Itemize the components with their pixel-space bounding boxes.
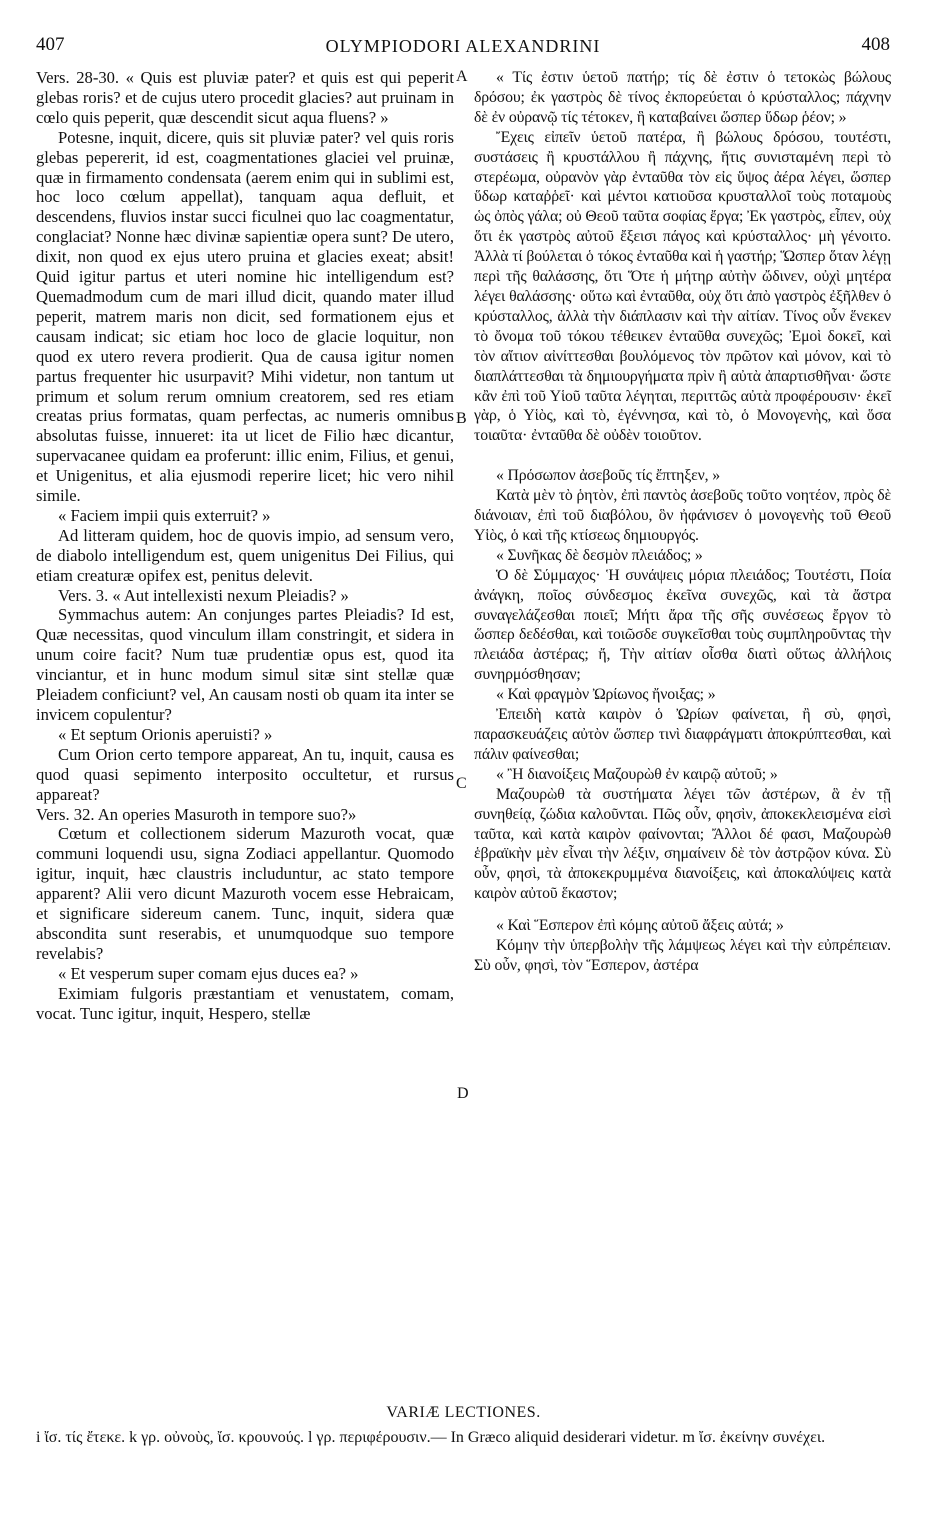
- greek-commentary-4: Ἐπειδὴ κατὰ καιρὸν ὁ Ὠρίων φαίνεται, ἢ σὺ, φησὶ, παρασκευάζεις αὐτὸν ὥσπερ τινὶ διαφράγματι ἀποκρύπτεσθαι, καὶ πάλιν φαίνεσθαι;: [474, 706, 891, 763]
- greek-commentary-5: Μαζουρὼθ τὰ συστήματα λέγει τῶν ἀστέρων, ἃ ἐν τῇ συνηθείᾳ, ζώδια καλοῦνται. Πῶς οὖν, φησὶν, ἀποκεκλεισμένα εἰσὶ ταῦτα, καὶ κατὰ καιρὸν φαίνονται; Ἄλλοι δέ φασι, Μαζουρὼθ ἑβραϊκὴν μὲν εἶναι τὴν λέξιν, σημαίνειν δὲ τὸν ἀστρῷον κύνα. Σὺ οὖν, φησὶ, τὰ ἀποκεκρυμμένα διανοίξεις, καὶ ἀποκαλύψεις κατὰ καιρὸν αὐτοῦ ἕκαστον;: [474, 785, 891, 903]
- latin-commentary-2: Ad litteram quidem, hoc de quovis impio, ad sensum vero, de diabolo intelligendum est, quem unigenitus Dei Filius, qui etiam creaturæ opifex est, penitus delevit.: [36, 525, 454, 585]
- page-number-right: 408: [861, 34, 890, 55]
- latin-lemma-orion: « Et septum Orionis aperuisti? »: [58, 724, 273, 744]
- greek-lemma-hesperon: « Καὶ Ἕσπερον ἐπὶ κόμης αὐτοῦ ἄξεις αὐτά; »: [496, 917, 784, 935]
- latin-commentary-1: Potesne, inquit, dicere, quis sit pluviæ pater? vel quis roris glebas pepererit, id est, coagmentationes glaciei vel pruinæ, quæ in firmamento condensata (aerem enim qui in sublimi est, hoc loco cœlum appellat), tanquam aqua defluit, et descendens, fluvios instar succi ficulnei quo lac coagmentatur, conglaciat? Nonne hæc divinæ sapientiæ opera sunt? De utero, dixit, non quod ex ejus utero pruina et glacies exeat; absit! Quid igitur partus et uteri nomine hic intelligendum est? Quemadmodum cum de mari illud dicit, quando mater illud peperit, matrem maris non dicit, sed formationem ejus et causam indicat; sic etiam hoc loco de glacie loquitur, non quod ex utero revera prodierit. Qua de causa igitur nomen partus frequenter hic usurpavit? Mihi videtur, non tantum ut primum et solum rerum omnium creatorem, sed res etiam creatas prius formatas, quam perfectas, ac numeris omnibus absolutas fuisse, innueret: ita ut licet de Filio hæc dicantur, supervacanee quidam ea proferunt: illic enim, Filius, et genui, et Unigenitus, et alia ejusmodi reperire licet; hic vero nihil simile.: [36, 127, 454, 506]
- running-header: [36, 34, 890, 60]
- margin-letter-d: D: [457, 1085, 469, 1102]
- latin-lemma-faciem: « Faciem impii quis exterruit? »: [58, 505, 271, 525]
- latin-commentary-3: Symmachus autem: An conjunges partes Pleiadis? Id est, Quæ necessitas, quod vinculum illam constringit, et sidera in unum coire facit? Num tuæ prudentiæ opus est, quod ita vinciantur, et in hunc modum simul sitæ sint stellæ quæ Pleiadem conficiunt? vel, An causam nosti ob quam ita inter se invicem copulentur?: [36, 605, 454, 724]
- latin-verse-32: Vers. 32. An operies Masuroth in tempore suo?»: [36, 804, 357, 824]
- page-title: OLYMPIODORI ALEXANDRINI: [325, 36, 601, 56]
- greek-verse-28-30: « Τίς ἐστιν ὑετοῦ πατήρ; τίς δὲ ἐστιν ὁ τετοκὼς βώλους δρόσου; ἐκ γαστρὸς δὲ τίνος ἐκπορεύεται ὁ κρύσταλλος; πάχνην δὲ ἐν οὐρανῷ τίς τέτοκεν, ἣ καταβαίνει ὥσπερ ὕδωρ ῥέον; »: [474, 69, 891, 126]
- greek-commentary-3: Ὁ δὲ Σύμμαχος· Ἡ συνάψεις μόρια πλειάδος; Τουτέστι, Ποία ἀνάγκη, ποῖος σύνδεσμος ἐκεῖνα συνεχῶς, καὶ τὰ ἄστρα συναγελάζεσθαι ποιεῖ; Μήτι ἄρα τῆς σῆς συνέσεως ἔργον τὸ ὥσπερ δεδέσθαι, καὶ τοιῶσδε συγκεῖσθαι τοὺς συμπληροῦντας τὴν πλειάδα ἀστέρας; ἤ, Τὴν αἰτίαν οἶσθα διατὶ οὕτως ἀλλήλοις συνηρμόσθησαν;: [474, 566, 891, 684]
- variae-lectiones-notes: i ἴσ. τίς ἔτεκε. k γρ. οὐνοὺς, ἴσ. κρουνούς. l γρ. περιφέρουσιν.— In Græco aliquid desiderari videtur. m ἴσ. ἐκείνην συνέχει.: [36, 1429, 826, 1446]
- margin-letter-a: A: [456, 68, 468, 85]
- latin-commentary-6: Eximiam fulgoris præstantiam et venustatem, comam, vocat. Tunc igitur, inquit, Hespero, stellæ: [36, 983, 454, 1023]
- latin-verse-3: Vers. 3. « Aut intellexisti nexum Pleiadis? »: [58, 585, 349, 605]
- greek-lemma-mazouroth: « Ἢ διανοίξεις Μαζουρὼθ ἐν καιρῷ αὐτοῦ; »: [496, 765, 778, 783]
- latin-commentary-4: Cum Orion certo tempore appareat, An tu, inquit, causa es quod quasi sepimento interposito occultetur, et rursus appareat?: [36, 744, 454, 804]
- greek-lemma-pleiados: « Συνῆκας δὲ δεσμὸν πλειάδος; »: [496, 546, 703, 564]
- greek-commentary-6: Κόμην τὴν ὑπερβολὴν τῆς λάμψεως λέγει καὶ τὴν εὐπρέπειαν. Σὺ οὖν, φησὶ, τὸν Ἕσπερον, ἀστέρα: [474, 937, 891, 974]
- greek-commentary-2: Κατὰ μὲν τὸ ῥητὸν, ἐπὶ παντὸς ἀσεβοῦς τοῦτο νοητέον, πρὸς δὲ διάνοιαν, ἐπὶ τοῦ διαβόλου, ὃν ἠφάνισεν ὁ μονογενὴς τοῦ Θεοῦ Υἱὸς, ὁ καὶ τῆς κτίσεως δημιουργός.: [474, 487, 891, 544]
- latin-verse-28-30: Vers. 28-30. « Quis est pluviæ pater? et quis est qui peperit glebas roris? et de cujus utero procedit glacies? aut pruinam in cœlo quis peperit, quæ descendit sicut aqua fluens? »: [36, 68, 454, 127]
- margin-letter-b: B: [456, 410, 467, 427]
- greek-commentary-1: Ἔχεις εἰπεῖν ὑετοῦ πατέρα, ἢ βώλους δρόσου, τουτέστι, συστάσεις ἢ κρυστάλλου ἢ πάχνης, ἥτις συνισταμένη περὶ τὸ στερέωμα, οὐρανὸν γὰρ ἐνταῦθα τὸν εἰς ὕψος ἀέρα λέγει, ὥσπερ ὕδωρ καταῤῥεῖ· καὶ μέντοι κατιοῦσα κρυσταλλοῖ τοὺς ποταμοὺς ὡς ὀπὸς γάλα; οὐ Θεοῦ ταῦτα σοφίας ἔργα; Ἐκ γαστρὸς, εἶπεν, οὐχ ὅτι ἐκ γαστρὸς αὐτοῦ ἔξεισι πάγος καὶ κρύσταλλος· μὴ γένοιτο. Ἀλλὰ τί βούλεται ὁ τόκος ἐνταῦθα καὶ ἡ γαστήρ; Ὥσπερ ὅταν λέγῃ περὶ τῆς θαλάσσης, ὅτι Ὅτε ἡ μήτηρ αὐτὴν ὤδινεν, οὐχὶ μητέρα λέγει θαλάσσης· οὕτω καὶ ἐνταῦθα, οὐχ ὅτι ἀπὸ γαστρὸς ἐξῆλθεν ὁ κρύσταλλος, ἀλλὰ τὴν διάπλασιν καὶ τὴν αἰτίαν. Τίνος οὖν ἕνεκεν τὸ ὄνομα τοῦ τόκου τέθεικεν ἐνταῦθα συνεχῶς; Ἐμοὶ δοκεῖ, καὶ τὸν αἴτιον αἰνίττεσθαι βουλόμενος τὸν πρῶτον καὶ μόνον, καὶ τὸ διαπλάττεσθαι τὰ δημιουργήματα πρὶν ἢ αὐτὰ ἀπαρτισθῆναι· ὥστε κἂν ἐπὶ τοῦ Υἱοῦ ταῦτα λέγηται, περιττῶς αὐτὰ προφέρουσιν· ἐκεῖ γὰρ, ὁ Υἱὸς, καὶ τὸ, ἐγέννησα, καὶ τὸ, ὁ Μονογενὴς, καὶ ὅσα τοιαῦτα· ἐνταῦθα δὲ οὐδὲν τοιοῦτον.: [474, 128, 891, 445]
- variae-lectiones-title: VARIÆ LECTIONES.: [386, 1404, 541, 1421]
- greek-lemma-prosopon: « Πρόσωπον ἀσεβοῦς τίς ἔπτηξεν, »: [496, 467, 720, 485]
- page-number-left: 407: [36, 34, 65, 55]
- greek-column: [474, 68, 891, 976]
- margin-letter-c: C: [456, 775, 467, 792]
- latin-lemma-vesperum: « Et vesperum super comam ejus duces ea? »: [58, 963, 359, 983]
- greek-lemma-orionos: « Καὶ φραγμὸν Ὠρίωνος ἤνοιξας; »: [496, 686, 716, 704]
- latin-column: [36, 68, 454, 1024]
- latin-commentary-5: Cœtum et collectionem siderum Mazuroth vocat, quæ communi loquendi usu, signa Zodiaci appellantur. Quomodo igitur, inquit, hæc claustris includuntur, ac stato tempore apparent? Alii vero dicunt Mazuroth vocem esse Hebraicam, et significare sidereum canem. Tunc, inquit, sidera quæ abscondita sunt reserabis, et unumquodque suo tempore revelabis?: [36, 824, 454, 963]
